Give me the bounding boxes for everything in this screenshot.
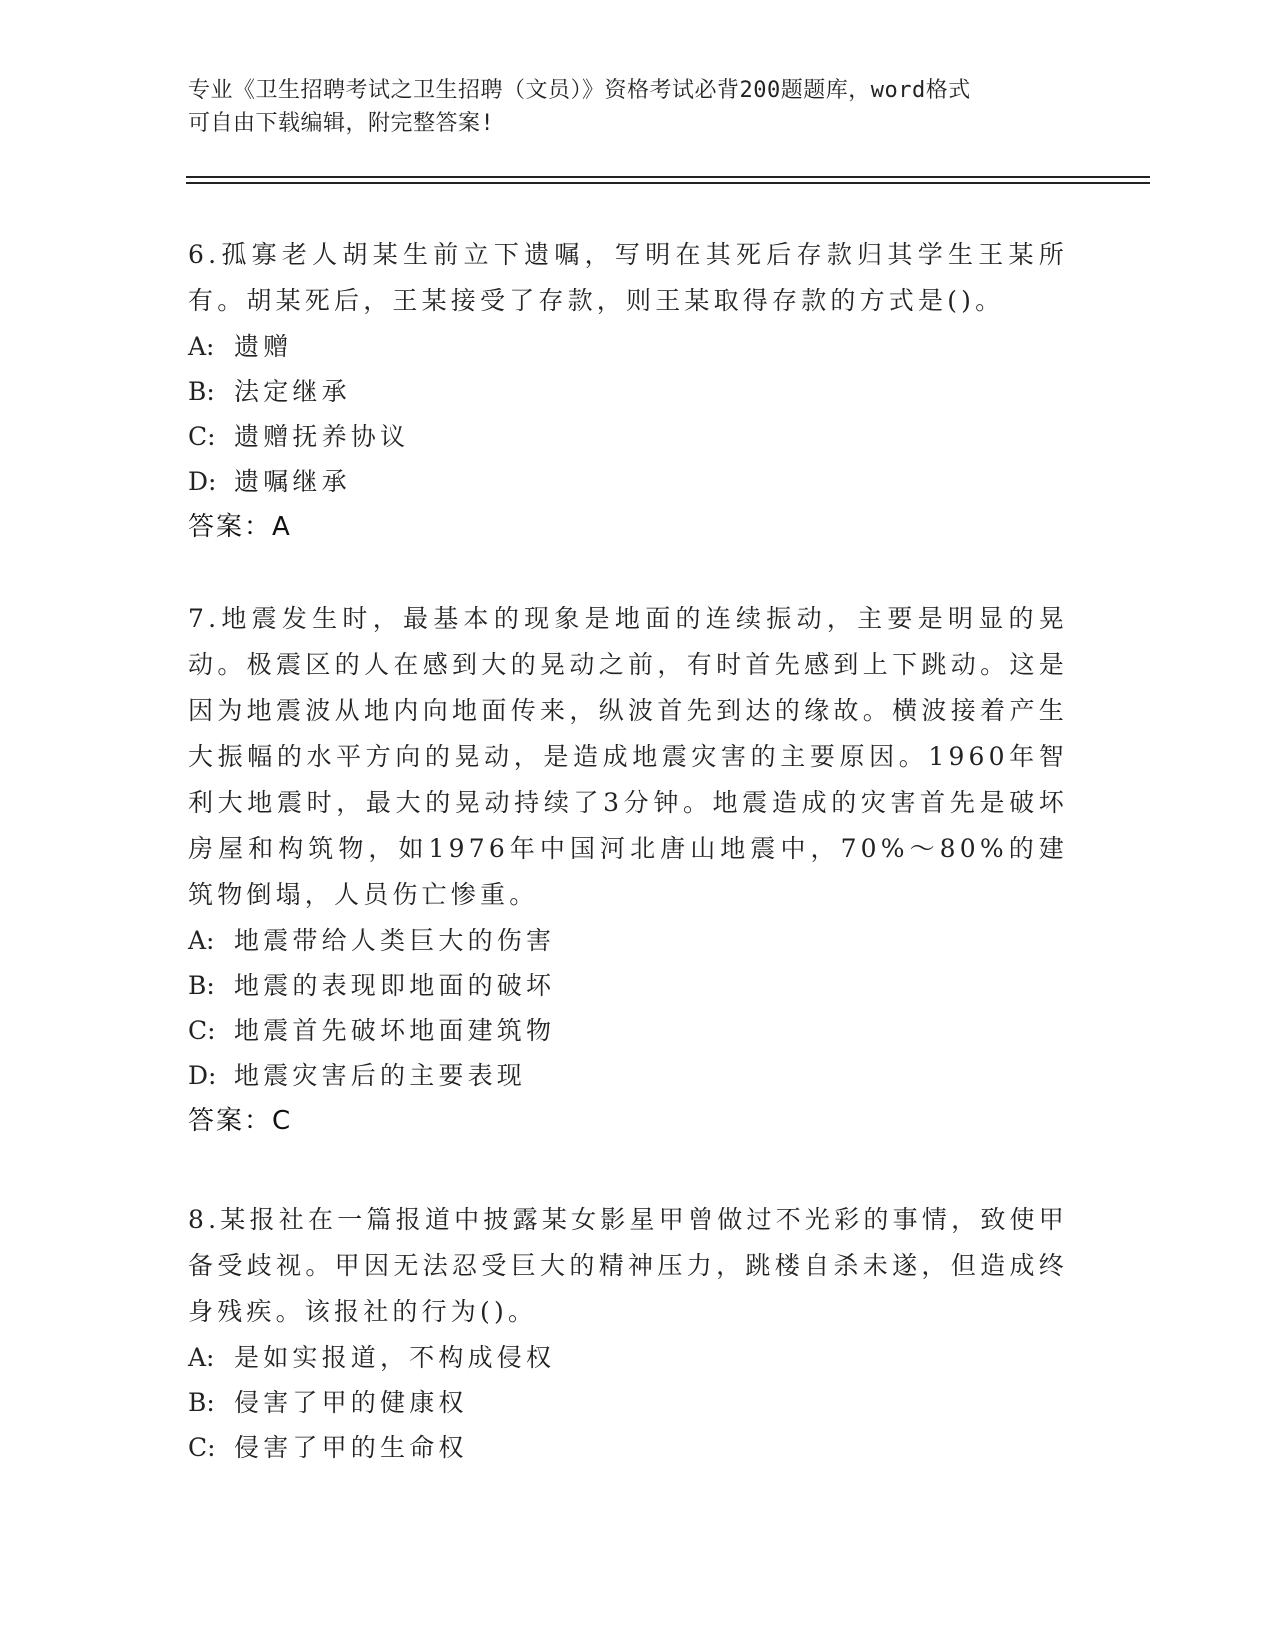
question-8 xyxy=(188,1197,1068,1470)
option-a xyxy=(188,1335,1068,1380)
option-text: 地震的表现即地面的破坏 xyxy=(234,971,556,1000)
option-text: 地震带给人类巨大的伤害 xyxy=(234,926,556,955)
header-line-1: 专业《卫生招聘考试之卫生招聘（文员）》资格考试必背200题题库，word格式 xyxy=(188,78,971,103)
option-d xyxy=(188,1053,1068,1098)
question-stem: 8.某报社在一篇报道中披露某女影星甲曾做过不光彩的事情，致使甲备受歧视。甲因无法忍受巨大的精神压力，跳楼自杀未遂，但造成终身残疾。该报社的行为()。 xyxy=(188,1205,1068,1326)
option-text: 遗赠 xyxy=(234,332,293,361)
option-key: D: xyxy=(188,1061,217,1090)
option-text: 遗赠抚养协议 xyxy=(234,422,410,451)
option-text: 法定继承 xyxy=(234,377,351,406)
question-7 xyxy=(188,596,1068,1144)
option-c xyxy=(188,414,1068,459)
option-text: 侵害了甲的生命权 xyxy=(234,1433,468,1462)
option-key: C: xyxy=(188,1433,216,1462)
option-d xyxy=(188,459,1068,504)
option-text: 地震首先破坏地面建筑物 xyxy=(234,1016,556,1045)
option-text: 遗嘱继承 xyxy=(234,467,351,496)
question-stem: 7.地震发生时，最基本的现象是地面的连续振动，主要是明显的晃动。极震区的人在感到大的晃动之前，有时首先感到上下跳动。这是因为地震波从地内向地面传来，纵波首先到达的缘故。横波接着产生大振幅的水平方向的晃动，是造成地震灾害的主要原因。1960年智利大地震时，最大的晃动持续了3分钟。地震造成的灾害首先是破坏房屋和构筑物，如1976年中国河北唐山地震中，70%～80%的建筑物倒塌，人员伤亡惨重。 xyxy=(188,604,1068,909)
document-header xyxy=(188,74,1068,140)
option-key: D: xyxy=(188,467,217,496)
option-b xyxy=(188,1380,1068,1425)
option-key: A: xyxy=(188,926,215,955)
option-key: C: xyxy=(188,422,216,451)
answer-line: 答案：A xyxy=(188,512,292,542)
option-a xyxy=(188,324,1068,369)
option-a xyxy=(188,918,1068,963)
option-c xyxy=(188,1425,1068,1470)
option-text: 侵害了甲的健康权 xyxy=(234,1388,468,1417)
question-stem: 6.孤寡老人胡某生前立下遗嘱，写明在其死后存款归其学生王某所有。胡某死后，王某接受了存款，则王某取得存款的方式是()。 xyxy=(188,240,1068,315)
option-text: 是如实报道，不构成侵权 xyxy=(234,1343,556,1372)
option-key: A: xyxy=(188,332,215,361)
header-divider-top xyxy=(186,176,1150,178)
option-key: B: xyxy=(188,377,215,406)
option-b xyxy=(188,369,1068,414)
option-c xyxy=(188,1008,1068,1053)
question-6 xyxy=(188,232,1068,550)
answer-line: 答案：C xyxy=(188,1106,293,1136)
option-key: B: xyxy=(188,1388,215,1417)
header-line-2: 可自由下载编辑，附完整答案! xyxy=(188,111,495,136)
option-b xyxy=(188,963,1068,1008)
option-key: A: xyxy=(188,1343,215,1372)
option-key: B: xyxy=(188,971,215,1000)
option-key: C: xyxy=(188,1016,216,1045)
option-text: 地震灾害后的主要表现 xyxy=(234,1061,527,1090)
header-divider-bottom xyxy=(186,182,1150,184)
